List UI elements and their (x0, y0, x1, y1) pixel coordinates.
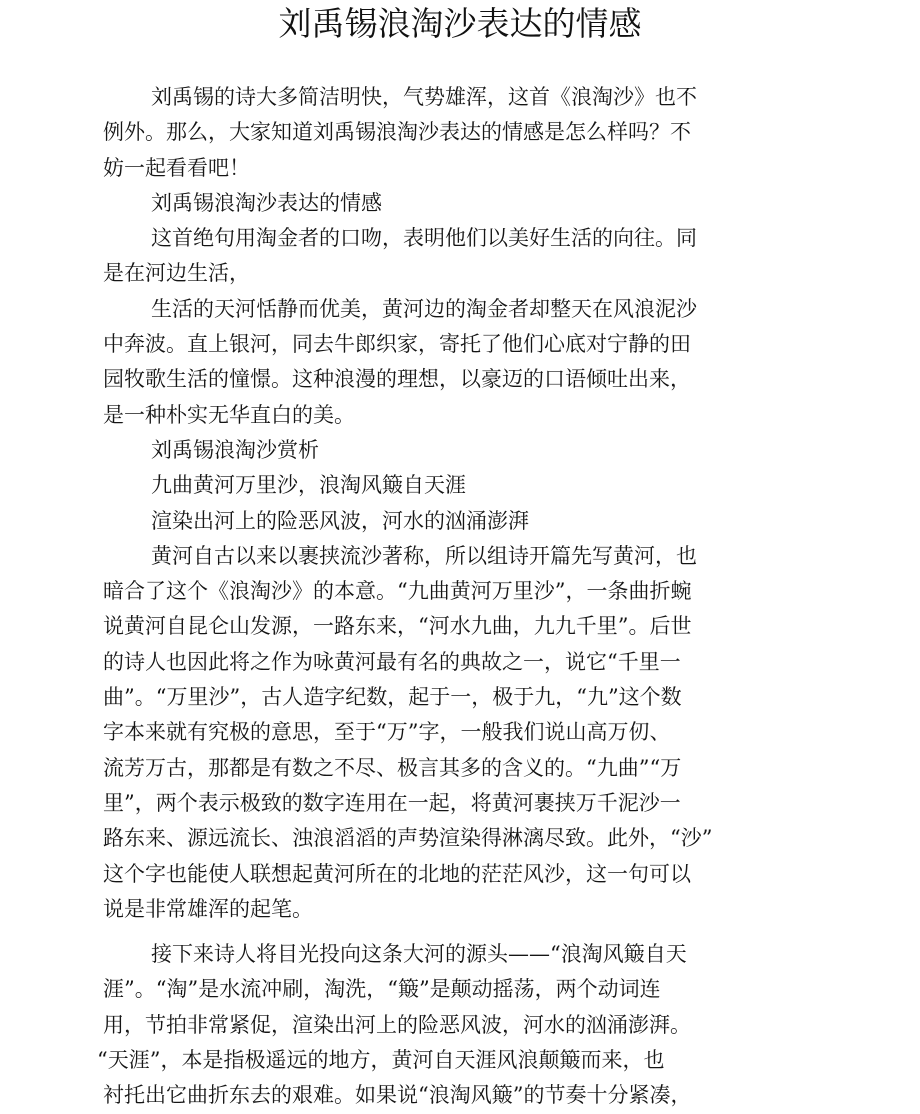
text-line: 这首绝句用淘金者的口吻，表明他们以美好生活的向往。同 (151, 226, 697, 251)
text-line: “天涯”，本是指极遥远的地方，黄河自天涯风浪颠簸而来，也 (97, 1048, 665, 1073)
text-line: 暗合了这个《浪淘沙》的本意。“九曲黄河万里沙”，一条曲折蜿 (103, 579, 692, 604)
text-line: 说黄河自昆仑山发源，一路东来，“河水九曲，九九千里”。后世 (103, 614, 692, 639)
text-line: 用，节拍非常紧促，渲染出河上的险恶风波，河水的汹涌澎湃。 (103, 1012, 691, 1037)
text-line: 是在河边生活， (103, 261, 250, 286)
text-line: 字本来就有究极的意思，至于“万”字，一般我们说山高万仞、 (103, 720, 671, 745)
text-line: 中奔波。直上银河，同去牛郎织家，寄托了他们心底对宁静的田 (103, 332, 691, 357)
text-line: 说是非常雄浑的起笔。 (103, 896, 313, 921)
text-line: 刘禹锡浪淘沙表达的情感 (151, 190, 382, 215)
text-line: 刘禹锡浪淘沙赏析 (151, 437, 319, 462)
text-line: 渲染出河上的险恶风波，河水的汹涌澎湃 (151, 508, 529, 533)
text-line: 里”，两个表示极致的数字连用在一起，将黄河裹挟万千泥沙一 (103, 790, 681, 815)
paragraph-gap (103, 927, 823, 937)
text-line: 生活的天河恬静而优美，黄河边的淘金者却整天在风浪泥沙 (151, 296, 697, 321)
text-line: 涯”。“淘”是水流冲刷，淘洗，“簸”是颠动摇荡，两个动词连 (103, 977, 661, 1002)
document-title: 刘禹锡浪淘沙表达的情感 (278, 4, 642, 43)
paragraph-block-1 (103, 80, 823, 927)
text-line: 是一种朴实无华直白的美。 (103, 402, 355, 427)
text-line: 路东来、源远流长、浊浪滔滔的声势渲染得淋漓尽致。此外，“沙” (103, 826, 713, 851)
text-line: 这个字也能使人联想起黄河所在的北地的茫茫风沙，这一句可以 (103, 861, 691, 886)
text-line: 黄河自古以来以裹挟流沙著称，所以组诗开篇先写黄河，也 (151, 543, 697, 568)
text-line: 衬托出它曲折东去的艰难。如果说“浪淘风簸”的节奏十分紧凑， (103, 1083, 692, 1108)
text-line: 妨一起看看吧！ (103, 155, 250, 180)
document-body (97, 80, 823, 1114)
text-line: 曲”。“万里沙”，古人造字纪数，起于一，极于九，“九”这个数 (103, 685, 682, 710)
text-line: 例外。那么，大家知道刘禹锡浪淘沙表达的情感是怎么样吗？不 (103, 120, 691, 145)
text-line: 刘禹锡的诗大多简洁明快，气势雄浑，这首《浪淘沙》也不 (151, 85, 697, 109)
paragraph-block-2 (97, 937, 823, 1113)
text-line: 流芳万古，那都是有数之不尽、极言其多的含义的。“九曲”“万 (103, 755, 682, 780)
text-line: 接下来诗人将目光投向这条大河的源头——“浪淘风簸自天 (151, 942, 687, 967)
text-line: 园牧歌生活的憧憬。这种浪漫的理想，以豪迈的口语倾吐出来， (103, 367, 691, 392)
text-line: 九曲黄河万里沙，浪淘风簸自天涯 (151, 473, 466, 498)
text-line: 的诗人也因此将之作为咏黄河最有名的典故之一，说它“千里一 (103, 649, 681, 674)
